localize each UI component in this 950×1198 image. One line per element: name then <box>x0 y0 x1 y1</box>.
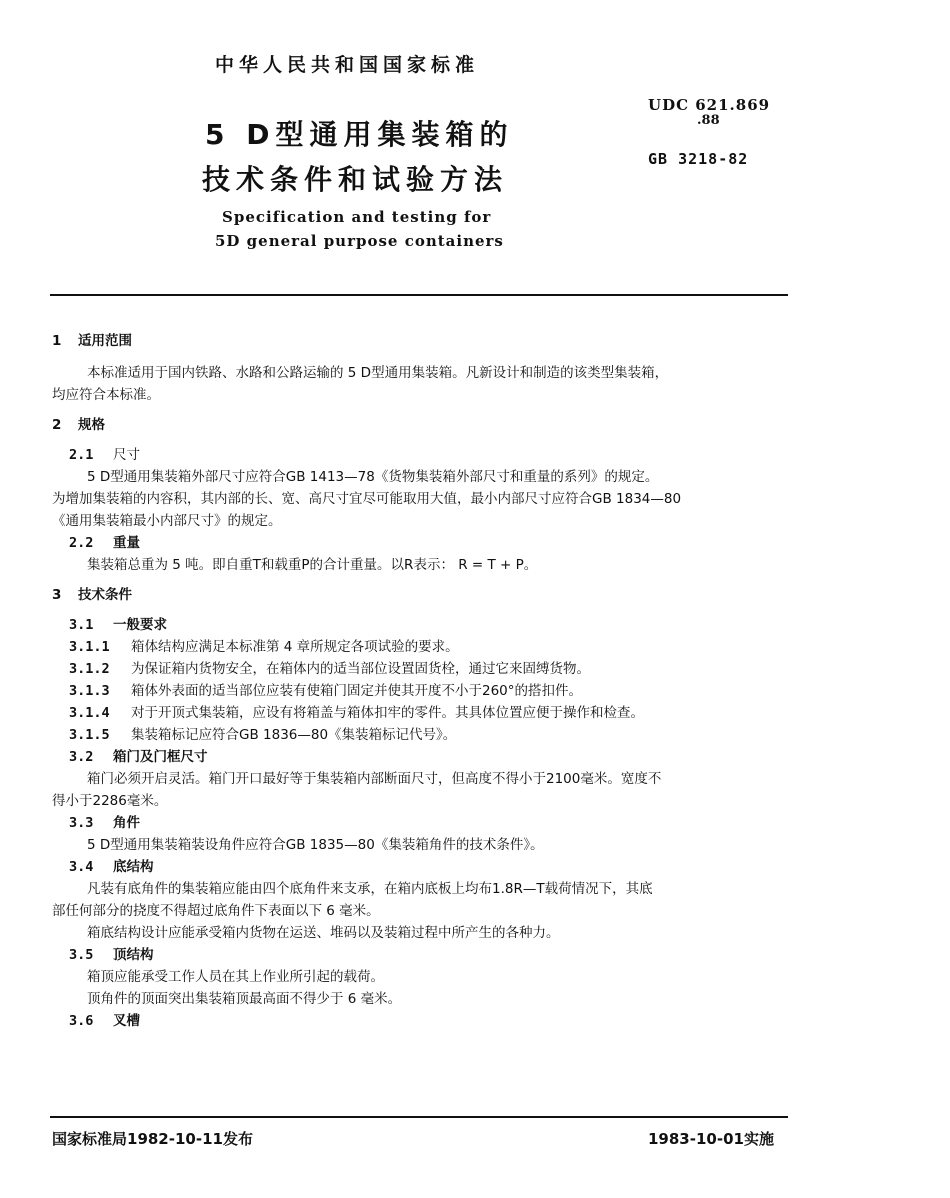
subsection-heading: 3.1 一般要求 <box>69 617 167 633</box>
section-heading: 3 技术条件 <box>52 587 132 603</box>
clause: 3.1.2 为保证箱内货物安全，在箱体内的适当部位设置固货栓，通过它来固缚货物。 <box>69 661 590 677</box>
subsection-heading: 2.2 重量 <box>69 535 140 551</box>
subsection-heading: 3.2 箱门及门框尺寸 <box>69 749 208 765</box>
paragraph-continuation: 《通用集装箱最小内部尺寸》的规定。 <box>52 513 282 529</box>
english-title-line1: Specification and testing for <box>222 208 492 226</box>
document-title-line2: 技术条件和试验方法 <box>202 163 509 196</box>
section-heading: 1 适用范围 <box>52 333 132 349</box>
clause: 3.1.4 对于开顶式集装箱，应设有将箱盖与箱体扣牢的零件。其具体位置应便于操作和检查。 <box>69 705 644 721</box>
paragraph: 顶角件的顶面突出集装箱顶最高面不得少于 6 毫米。 <box>87 991 402 1007</box>
issue-date: 国家标准局1982-10-11发布 <box>52 1130 253 1148</box>
paragraph: 集装箱总重为 5 吨。即自重T和载重P的合计重量。以R表示： R = T + P。 <box>87 557 538 573</box>
paragraph: 5 D型通用集装箱外部尺寸应符合GB 1413—78《货物集装箱外部尺寸和重量的系列》的规定。 <box>87 469 659 485</box>
udc-code-suffix: .88 <box>697 113 720 128</box>
subsection-heading: 3.4 底结构 <box>69 859 154 875</box>
clause: 3.1.3 箱体外表面的适当部位应装有使箱门固定并使其开度不小于260°的搭扣件。 <box>69 683 583 699</box>
header-divider <box>50 294 788 296</box>
paragraph: 凡装有底角件的集装箱应能由四个底角件来支承，在箱内底板上均布1.8R—T载荷情况下，其底 <box>87 881 653 897</box>
issuing-authority: 中华人民共和国国家标准 <box>215 54 480 76</box>
subsection-heading: 3.3 角件 <box>69 815 140 831</box>
clause: 3.1.1 箱体结构应满足本标准第 4 章所规定各项试验的要求。 <box>69 639 459 655</box>
subsection-heading: 2.1 尺寸 <box>69 447 140 463</box>
footer-divider <box>50 1116 788 1118</box>
document-title-line1: 5 D型通用集装箱的 <box>205 118 514 151</box>
section-heading: 2 规格 <box>52 417 105 433</box>
paragraph-continuation: 得小于2286毫米。 <box>52 793 168 809</box>
clause: 3.1.5 集装箱标记应符合GB 1836—80《集装箱标记代号》。 <box>69 727 457 743</box>
paragraph: 本标准适用于国内铁路、水路和公路运输的 5 D型通用集装箱。凡新设计和制造的该类型集装箱， <box>87 365 669 381</box>
paragraph: 箱底结构设计应能承受箱内货物在运送、堆码以及装箱过程中所产生的各种力。 <box>87 925 560 941</box>
paragraph: 箱门必须开启灵活。箱门开口最好等于集装箱内部断面尺寸，但高度不得小于2100毫米。宽度不 <box>87 771 662 787</box>
paragraph: 箱顶应能承受工作人员在其上作业所引起的载荷。 <box>87 969 384 985</box>
english-title-line2: 5D general purpose containers <box>215 232 504 250</box>
effective-date: 1983-10-01实施 <box>648 1130 774 1148</box>
subsection-heading: 3.6 叉槽 <box>69 1013 140 1029</box>
gb-standard-number: GB 3218-82 <box>648 150 749 168</box>
paragraph-continuation: 均应符合本标准。 <box>52 387 160 403</box>
subsection-heading: 3.5 顶结构 <box>69 947 154 963</box>
paragraph-continuation: 为增加集装箱的内容积，其内部的长、宽、高尺寸宜尽可能取用大值，最小内部尺寸应符合GB 1834—80 <box>52 491 682 507</box>
udc-code: UDC 621.869 <box>648 96 771 114</box>
paragraph: 5 D型通用集装箱装设角件应符合GB 1835—80《集装箱角件的技术条件》。 <box>87 837 544 853</box>
paragraph-continuation: 部任何部分的挠度不得超过底角件下表面以下 6 毫米。 <box>52 903 380 919</box>
document-body <box>52 330 796 1032</box>
